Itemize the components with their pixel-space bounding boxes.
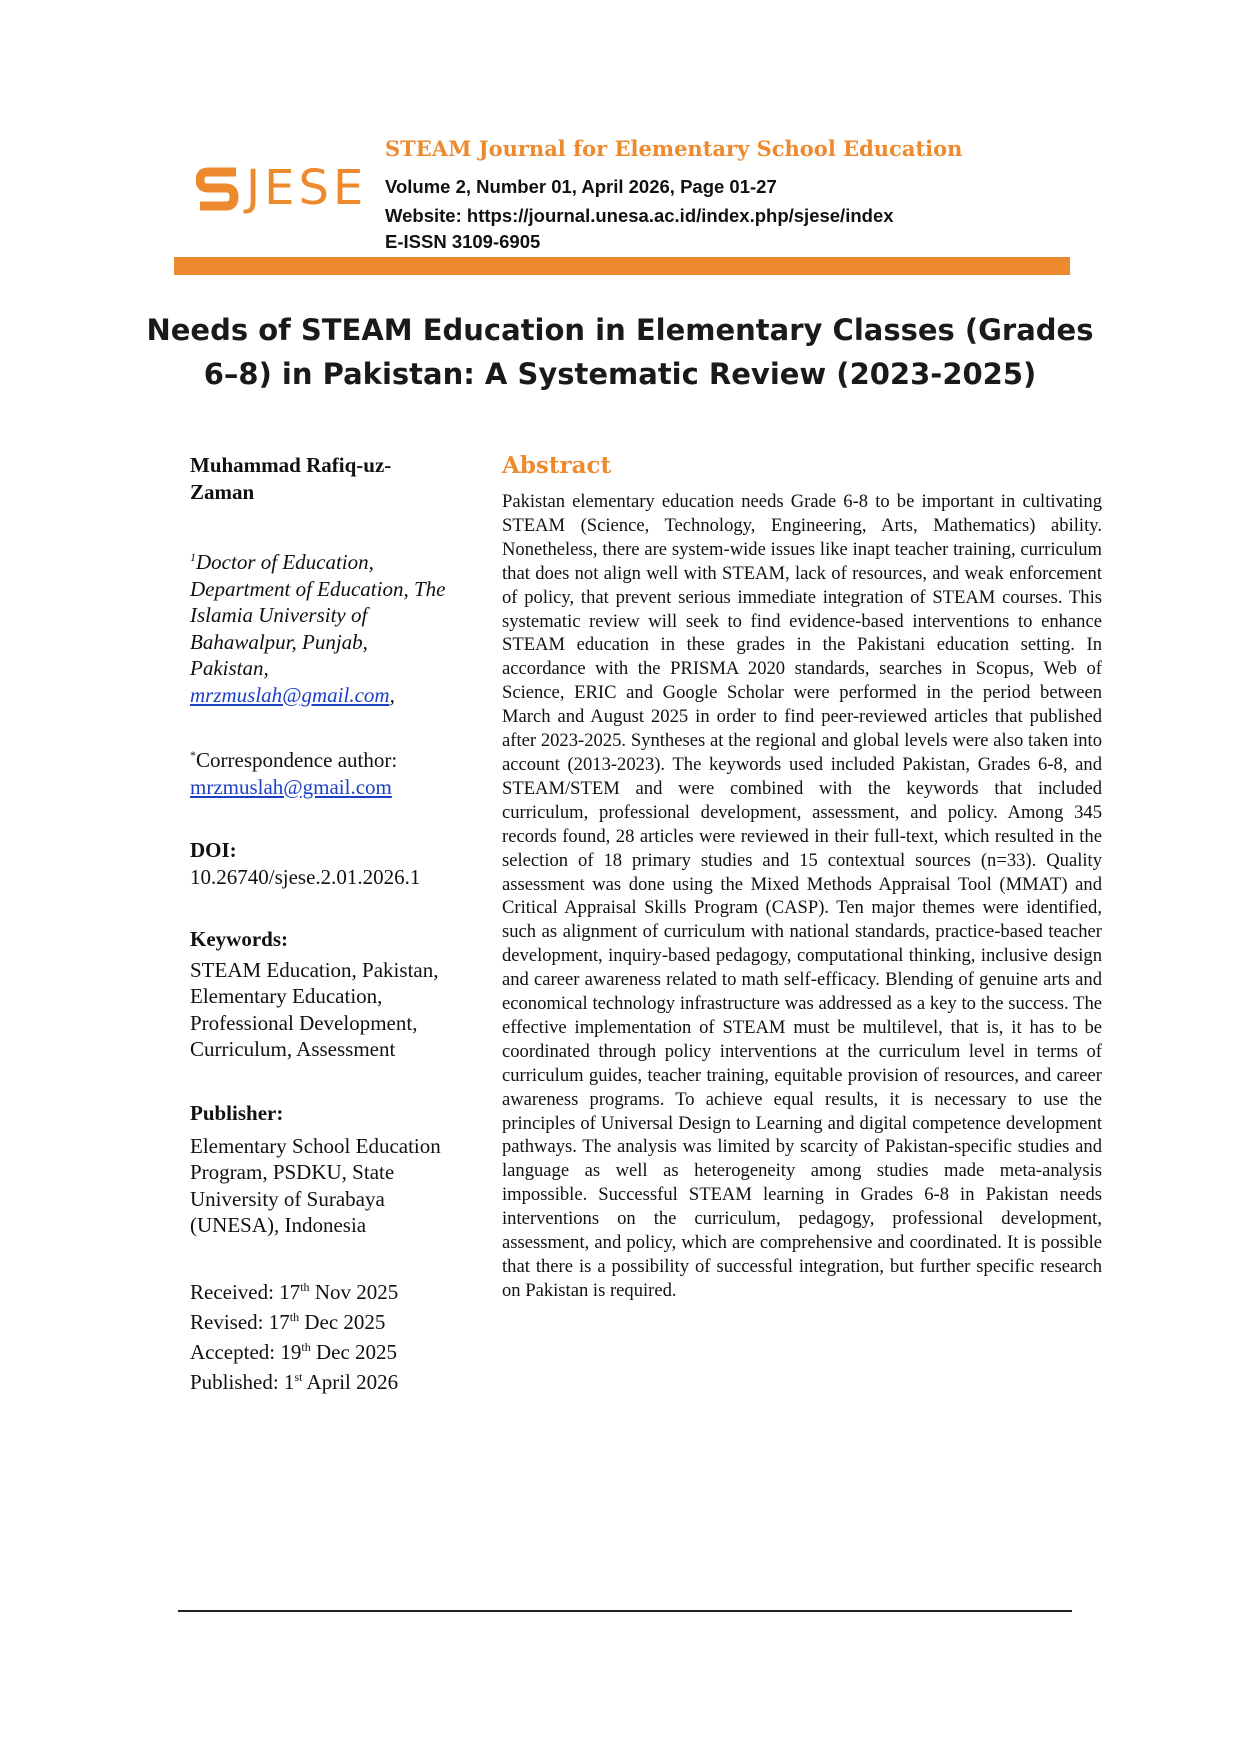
keywords-line-4: Curriculum, Assessment <box>190 1037 396 1061</box>
keywords-block <box>190 926 480 1063</box>
doi-value[interactable]: 10.26740/sjese.2.01.2026.1 <box>190 864 421 889</box>
correspondence-sup: * <box>190 748 196 762</box>
logo-s-icon <box>196 166 240 212</box>
publisher-line-4: (UNESA), Indonesia <box>190 1213 367 1237</box>
published-date <box>190 1367 480 1397</box>
accepted-date <box>190 1337 480 1367</box>
affiliation-line-4: Bahawalpur, Punjab, <box>190 629 368 654</box>
revised-label: Revised: 17 <box>190 1310 290 1334</box>
correspondence-label: Correspondence author: <box>196 748 398 772</box>
publisher-block <box>190 1100 480 1239</box>
accepted-rest: Dec 2025 <box>310 1340 398 1364</box>
author-line-2: Zaman <box>190 479 255 504</box>
affiliation-line-1: Doctor of Education, <box>196 550 374 574</box>
revised-date <box>190 1307 480 1337</box>
keywords-label: Keywords: <box>190 927 288 951</box>
publisher-line-2: Program, PSDKU, State <box>190 1160 395 1184</box>
dates-block <box>190 1277 480 1397</box>
received-rest: Nov 2025 <box>309 1280 399 1304</box>
published-sup: st <box>294 1370 303 1384</box>
abstract-text: Pakistan elementary education needs Grade 6-8 to be important in cultivating STEAM (Science, Technology, Engineering, Arts, Mathematics) ability. Nonetheless, there are system-wide issues like inapt teacher training, curriculum that does not align well with STEAM, lack of resources, and weak enforcement of policy, that prevent serious immediate integration of STEAM courses. This systematic review will seek to find evidence-based interventions to enhance STEAM education in these grades in the Pakistani education setting. In accordance with the PRISMA 2020 standards, searches in Scopus, Web of Science, ERIC and Google Scholar were performed in the period between March and August 2025 in order to find peer-reviewed articles that published after 2023-2025. Syntheses at the regional and global levels were also taken into account (2013-2023). The keywords used included Pakistan, Grades 6-8, and STEAM/STEM and were combined with the keywords that included curriculum, professional development, assessment, and policy. Among 345 records found, 28 articles were reviewed in their full-text, which resulted in the selection of 18 primary studies and 15 contextual sources (n=33). Quality assessment was done using the Mixed Methods Appraisal Tool (MMAT) and Critical Appraisal Skills Program (CASP). Ten major themes were identified, such as alignment of curriculum with national standards, practice-based teacher development, inquiry-based pedagogy, computational thinking, inclusive design and career awareness related to math self-efficacy. Blending of genuine arts and economical technology infrastructure was addressed as a key to the success. The effective implementation of STEAM must be multilevel, that is, it has to be coordinated through policy interventions at the curriculum level in terms of curriculum guides, teacher training, equitable provision of resources, and career awareness programs. To achieve equal results, it is necessary to use the principles of Universal Design to Learning and digital competence development pathways. The analysis was limited by scarcity of Pakistan-specific studies and language as well as heterogeneity among studies made meta-analysis impossible. Successful STEAM learning in Grades 6-8 in Pakistan needs interventions on the curriculum, pedagogy, professional development, assessment, and policy, which are comprehensive and coordinated. It is possible that there is a possibility of successful integration, but further specific research on Pakistan is required. <box>502 491 1102 1301</box>
logo-text: JESE <box>246 160 368 216</box>
affiliation <box>190 549 480 708</box>
journal-logo <box>196 160 368 216</box>
title-line-1: Needs of STEAM Education in Elementary Classes (Grades <box>146 313 1094 347</box>
footnote-divider <box>178 1610 1072 1612</box>
author-name <box>190 452 480 505</box>
publisher-line-1: Elementary School Education <box>190 1133 441 1158</box>
publisher-line-3: University of Surabaya <box>190 1186 385 1211</box>
keywords-line-1: STEAM Education, Pakistan, <box>190 957 439 982</box>
affiliation-sup: 1 <box>190 550 196 564</box>
received-date <box>190 1277 480 1307</box>
affiliation-line-5: Pakistan, <box>190 656 269 680</box>
revised-rest: Dec 2025 <box>299 1310 386 1334</box>
abstract-heading: Abstract <box>502 452 612 479</box>
header-divider-bar <box>174 257 1070 275</box>
correspondence <box>190 747 480 800</box>
revised-sup: th <box>289 1310 300 1324</box>
correspondence-email-link[interactable]: mrzmuslah@gmail.com <box>190 774 392 799</box>
doi-label: DOI: <box>190 838 237 862</box>
published-rest: April 2026 <box>302 1370 399 1394</box>
affiliation-line-3: Islamia University of <box>190 603 368 627</box>
affiliation-line-2: Department of Education, The <box>190 576 446 601</box>
article-title <box>140 308 1100 396</box>
accepted-label: Accepted: 19 <box>190 1340 302 1364</box>
publisher-label: Publisher: <box>190 1101 284 1125</box>
author-line-1: Muhammad Rafiq-uz- <box>190 453 392 477</box>
website-line[interactable]: Website: https://journal.unesa.ac.id/index.php/sjese/index <box>385 205 894 226</box>
journal-title: STEAM Journal for Elementary School Education <box>385 136 963 161</box>
accepted-sup: th <box>301 1340 311 1354</box>
published-label: Published: 1 <box>190 1370 295 1394</box>
affiliation-email-link[interactable]: mrzmuslah@gmail.com <box>190 682 390 707</box>
title-line-2: 6–8) in Pakistan: A Systematic Review (2023-2025) <box>203 357 1037 391</box>
keywords-line-2: Elementary Education, <box>190 984 383 1008</box>
volume-line: Volume 2, Number 01, April 2026, Page 01-27 <box>385 176 777 197</box>
doi-block <box>190 837 480 890</box>
affiliation-comma: , <box>389 682 395 707</box>
received-sup: th <box>300 1280 310 1294</box>
received-label: Received: 17 <box>190 1280 301 1304</box>
keywords-line-3: Professional Development, <box>190 1010 418 1035</box>
issn-line: E-ISSN 3109-6905 <box>385 231 541 252</box>
